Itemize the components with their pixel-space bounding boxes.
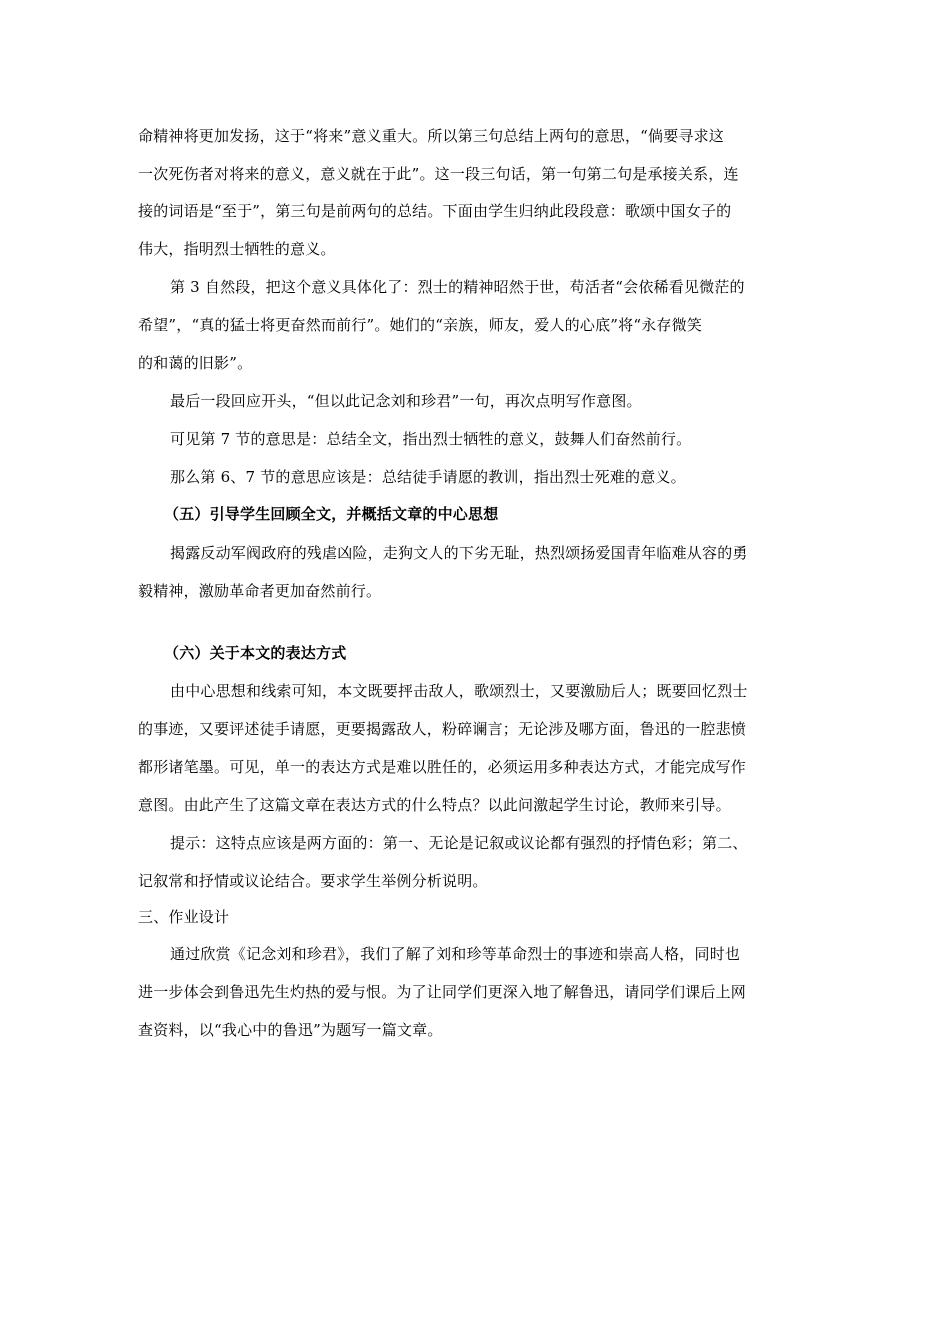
paragraph-line: 通过欣赏《记念刘和珍君》，我们了解了刘和珍等革命烈士的事迹和崇高人格，同时也 [170, 945, 741, 963]
section-heading-5: （五）引导学生回顾全文，并概括文章的中心思想 [164, 505, 499, 523]
paragraph-line: 提示：这特点应该是两方面的：第一、无论是记叙或议论都有强烈的抒情色彩；第二、 [170, 834, 748, 852]
paragraph-line: 揭露反动军阀政府的残虐凶险，走狗文人的下劣无耻，热烈颂扬爱国青年临难从容的勇 [170, 544, 748, 562]
paragraph-line: 意图。由此产生了这篇文章在表达方式的什么特点？以此问激起学生讨论，教师来引导。 [138, 796, 731, 814]
paragraph-line: 记叙常和抒情或议论结合。要求学生举例分析说明。 [138, 872, 488, 890]
paragraph-line: 一次死伤者对将来的意义，意义就在于此”。这一段三句话，第一句第二句是承接关系，连 [138, 165, 739, 183]
paragraph-line: 可见第 7 节的意思是：总结全文，指出烈士牺牲的意义，鼓舞人们奋然前行。 [170, 430, 692, 448]
paragraph-line: 伟大，指明烈士牺牲的意义。 [138, 240, 336, 258]
paragraph-line: 由中心思想和线索可知，本文既要抨击敌人，歌颂烈士，又要激励后人；既要回忆烈士 [170, 682, 748, 700]
section-title-3: 三、作业设计 [138, 908, 230, 926]
section-heading-6: （六）关于本文的表达方式 [164, 644, 347, 662]
paragraph-line: 的和蔼的旧影”。 [138, 354, 253, 372]
paragraph-line: 第 3 自然段，把这个意义具体化了：烈士的精神昭然于世，苟活者“会依稀看见微茫的 [170, 278, 745, 296]
paragraph-line: 进一步体会到鲁迅先生灼热的爱与恨。为了让同学们更深入地了解鲁迅，请同学们课后上网 [138, 983, 747, 1001]
paragraph-line: 最后一段回应开头，“但以此记念刘和珍君”一句，再次点明写作意图。 [170, 392, 642, 410]
paragraph-line: 都形诸笔墨。可见，单一的表达方式是难以胜任的，必须运用多种表达方式，才能完成写作 [138, 758, 747, 776]
paragraph-line: 接的词语是“至于”，第三句是前两句的总结。下面由学生归纳此段段意：歌颂中国女子的 [138, 202, 732, 220]
paragraph-line: 希望”，“真的猛士将更奋然而前行”。她们的“亲族，师友，爱人的心底”将“永存微笑 [138, 316, 703, 334]
paragraph-line: 那么第 6、7 节的意思应该是：总结徒手请愿的教训，指出烈士死难的意义。 [170, 468, 686, 486]
paragraph-line: 毅精神，激励革命者更加奋然前行。 [138, 582, 382, 600]
paragraph-line: 命精神将更加发扬，这于“将来”意义重大。所以第三句总结上两句的意思，“倘要寻求这 [138, 127, 725, 145]
paragraph-line: 的事迹，又要评述徒手请愿，更要揭露敌人，粉碎谰言；无论涉及哪方面，鲁迅的一腔悲愤 [138, 720, 747, 738]
paragraph-line: 查资料，以“我心中的鲁迅”为题写一篇文章。 [138, 1021, 443, 1039]
